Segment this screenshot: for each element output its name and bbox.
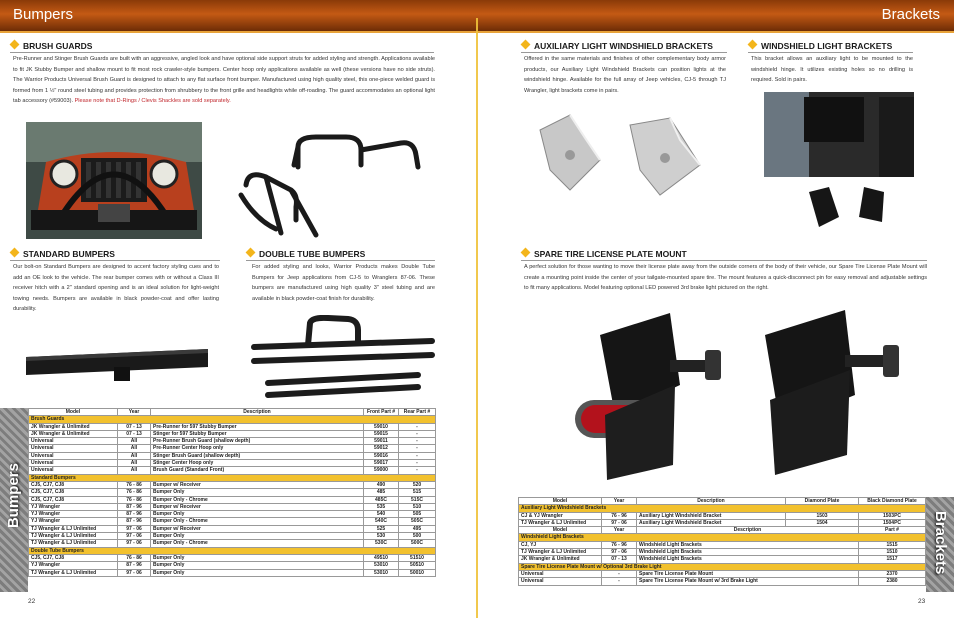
table-row xyxy=(29,452,436,459)
spare-tire-mount-image xyxy=(735,305,915,480)
table-cell: Bumper Only - Chrome xyxy=(151,540,364,547)
table-cell: 87 - 96 xyxy=(118,518,151,525)
table-cell: Bumper Only - Chrome xyxy=(151,496,364,503)
table-cell: 76 - 86 xyxy=(118,481,151,488)
table-cell: Bumper Only xyxy=(151,569,364,576)
table-row xyxy=(29,533,436,540)
table-row xyxy=(29,467,436,474)
table-cell: 87 - 96 xyxy=(118,562,151,569)
aux-light-text: Offered in the same materials and finishes of other complementary body armor products, our Auxiliary Light Windshield Brackets can position lights at the windshield hinge. Available for the full array of Jeep vehicles, CJ-5 through TJ Wrangler, light brackets come in pairs. xyxy=(524,56,726,94)
table-row xyxy=(29,423,436,430)
table-cell: - xyxy=(399,445,436,452)
standard-bumpers-text: Our bolt-on Standard Bumpers are designed to accent factory styling cues and to add an OE look to the vehicle. The rear bumper comes with or without a Class III receiver hitch with a 2" standard opening and is an ideal solution for light-weight towing needs. Bumpers are available in black powder-coat and offer lasting durability. xyxy=(13,264,219,313)
table-cell: 49510 xyxy=(364,554,399,561)
page-number-left: 22 xyxy=(28,598,36,605)
brackets-side-tab-label: Brackets xyxy=(932,511,949,575)
table-cell: 540C xyxy=(364,518,399,525)
standard-bumper-image xyxy=(22,345,212,385)
table-cell: Bumper w/ Receiver xyxy=(151,525,364,532)
table-cell: Bumper w/ Receiver xyxy=(151,481,364,488)
col-year: Year xyxy=(602,498,637,505)
table-cell: Bumper Only xyxy=(151,511,364,518)
table-cell: 505C xyxy=(399,518,436,525)
table-cell: YJ Wrangler xyxy=(29,511,118,518)
section-title-brush-guards: BRUSH GUARDS xyxy=(10,41,434,53)
table-cell: Bumper w/ Receiver xyxy=(151,503,364,510)
table-cell: Universal xyxy=(29,445,118,452)
table-cell: 540 xyxy=(364,511,399,518)
section-title-windshield-light: WINDSHIELD LIGHT BRACKETS xyxy=(748,41,913,53)
table-cell: 515 xyxy=(399,489,436,496)
table-row xyxy=(29,445,436,452)
table-cell: 530 xyxy=(364,533,399,540)
table-cell: Universal xyxy=(29,438,118,445)
table-cell: 76 - 86 xyxy=(118,496,151,503)
table-cell: 59017 xyxy=(364,460,399,467)
table-cell: 59012 xyxy=(364,445,399,452)
right-page-title: Brackets xyxy=(881,6,940,23)
table-cell: - xyxy=(399,452,436,459)
table-cell: TJ Wrangler & LJ Unlimited xyxy=(29,533,118,540)
table-cell: TJ Wrangler & LJ Unlimited xyxy=(29,569,118,576)
table-cell: Brush Guard (Standard Front) xyxy=(151,467,364,474)
table-cell: All xyxy=(118,467,151,474)
table-cell: - xyxy=(399,467,436,474)
table-cell: - xyxy=(399,460,436,467)
brush-guard-product-image xyxy=(236,125,446,240)
table-cell: 97 - 06 xyxy=(118,533,151,540)
table-row: JK Wrangler & Unlimited 07 - 13 Windshield Light Brackets 1517 xyxy=(519,556,926,563)
table-row xyxy=(29,496,436,503)
col-front-part: Front Part # xyxy=(364,409,399,416)
table-cell: 07 - 13 xyxy=(118,430,151,437)
table-cell: Stinger for 597 Stubby Bumper xyxy=(151,430,364,437)
table-row xyxy=(29,540,436,547)
col-description: Description xyxy=(637,498,786,505)
table-cell: 59000 xyxy=(364,467,399,474)
col-model: Model xyxy=(29,409,118,416)
double-tube-bumper-image xyxy=(248,315,438,405)
bumpers-side-tab-label: Bumpers xyxy=(5,463,22,529)
table-cell: TJ Wrangler & LJ Unlimited xyxy=(29,540,118,547)
table-cell: 97 - 06 xyxy=(118,569,151,576)
table-cell: CJ5, CJ7, CJ8 xyxy=(29,489,118,496)
table-cell: 87 - 96 xyxy=(118,503,151,510)
table-row: Universal - Spare Tire License Plate Mount w/ 3rd Brake Light 2380 xyxy=(519,578,926,585)
left-page-title: Bumpers xyxy=(13,6,74,23)
table-row xyxy=(29,460,436,467)
table-row xyxy=(29,489,436,496)
table-cell: 525 xyxy=(364,525,399,532)
table-row xyxy=(29,518,436,525)
table-cell: 50010 xyxy=(399,569,436,576)
table-row xyxy=(29,438,436,445)
section-title-spare-tire: SPARE TIRE LICENSE PLATE MOUNT xyxy=(521,249,927,261)
table-cell: Pre-Runner for 597 Stubby Bumper xyxy=(151,423,364,430)
table-cell: TJ Wrangler & LJ Unlimited xyxy=(29,525,118,532)
table-cell: JK Wrangler & Unlimited xyxy=(29,430,118,437)
aux-light-bracket-image xyxy=(530,110,720,200)
table-group-header: Standard Bumpers xyxy=(29,474,436,481)
table-cell: 53010 xyxy=(364,569,399,576)
table-cell: All xyxy=(118,460,151,467)
table-group-header: Brush Guards xyxy=(29,416,436,423)
group-spare-tire: Spare Tire License Plate Mount w/ Optional 3rd Brake Light xyxy=(519,563,926,570)
table-row xyxy=(29,503,436,510)
table-cell: 485C xyxy=(364,496,399,503)
table-cell: 500C xyxy=(399,540,436,547)
table-cell: 530C xyxy=(364,540,399,547)
table-cell: 97 - 06 xyxy=(118,525,151,532)
table-cell: 510 xyxy=(399,503,436,510)
table-cell: 495 xyxy=(399,525,436,532)
table-cell: 505 xyxy=(399,511,436,518)
table-cell: Universal xyxy=(29,467,118,474)
table-cell: Bumper Only xyxy=(151,554,364,561)
gutter-line xyxy=(476,18,478,618)
brush-guards-note: Please note that D-Rings / Clevis Shackles are sold separately. xyxy=(74,98,231,105)
table-cell: 07 - 13 xyxy=(118,423,151,430)
table-cell: 87 - 96 xyxy=(118,511,151,518)
table-cell: Bumper Only xyxy=(151,533,364,540)
group-aux-light: Auxiliary Light Windshield Brackets xyxy=(519,505,926,512)
double-tube-text: For added styling and looks, Warrior Products makes Double Tube Bumpers for Jeep applications from CJ-5 to Wranglers 87-06. These bumpers are manufactured using high quality 3" steel tubing and are available in black powder-coat finish for durability. xyxy=(252,264,435,302)
col-description: Description xyxy=(151,409,364,416)
table-cell: 59016 xyxy=(364,452,399,459)
table-row xyxy=(29,511,436,518)
table-row: Universal - Spare Tire License Plate Mount 2370 xyxy=(519,570,926,577)
table-cell: Bumper Only xyxy=(151,562,364,569)
table-cell: YJ Wrangler xyxy=(29,518,118,525)
table-row: TJ Wrangler & LJ Unlimited 97 - 06 Auxiliary Light Windshield Bracket 1504 1504PC xyxy=(519,519,926,526)
table-cell: CJ5, CJ7, CJ8 xyxy=(29,481,118,488)
bracket-parts-table: Model Year Description Diamond Plate Black Diamond Plate Auxiliary Light Windshield Brackets CJ & YJ Wrangler 76 - 96 Auxiliary Light Windshield Bracket 1503 1503PC TJ Wrangler & LJ Unlimited 97 - 06 Auxiliary Light Windshield Bracket 1504 1504PC Model Year Description Part # Windshield Light Brackets CJ, YJ 76 - 96 Windshield Light Brackets 1515 TJ Wrangler & LJ Unlimited 97 - 06 Windshield Light Brackets 1510 JK Wrangler & Unlimited 07 - 13 Windshield Light Brackets 1517 Spare Tire License Plate Mount w/ Optional 3rd Brake Light Universal - Spare Tire License Plate Mount 2370 Universal - Spare Tire License Plate Mount w/ 3rd Brake Light 2380 xyxy=(518,497,926,586)
windshield-light-bracket-image xyxy=(764,92,914,242)
table-cell: CJ5, CJ7, CJ8 xyxy=(29,554,118,561)
jeep-brush-guard-photo xyxy=(26,122,202,239)
table-cell: CJ5, CJ7, CJ8 xyxy=(29,496,118,503)
table-cell: 51510 xyxy=(399,554,436,561)
table-row: TJ Wrangler & LJ Unlimited 97 - 06 Windshield Light Brackets 1510 xyxy=(519,549,926,556)
col-diamond-plate: Diamond Plate xyxy=(786,498,859,505)
spare-tire-text: A perfect solution for those wanting to move their license plate away from the outside corners of the body of their vehicle, our Spare Tire License Plate Mount will create a mounting point inside the center of your tailgate-mounted spare tire. The mount features a quick-disconnect pin for easy removal and adjustable settings to fit many applications. Model featuring optional LED powered 3rd brake light pictured on the right. xyxy=(524,264,927,292)
table-row xyxy=(29,554,436,561)
windshield-light-text: This bracket allows an auxiliary light to be mounted to the windshield hinge. It utilizes existing holes so no drilling is required. Sold in pairs. xyxy=(751,56,913,84)
table-cell: 515C xyxy=(399,496,436,503)
table-row xyxy=(29,430,436,437)
table-cell: 76 - 86 xyxy=(118,489,151,496)
table-cell: 53010 xyxy=(364,562,399,569)
table-row xyxy=(29,569,436,576)
table-row xyxy=(29,525,436,532)
table-cell: Universal xyxy=(29,460,118,467)
table-cell: 59011 xyxy=(364,438,399,445)
section-title-double-tube: DOUBLE TUBE BUMPERS xyxy=(246,249,435,261)
table-cell: 535 xyxy=(364,503,399,510)
table-cell: JK Wrangler & Unlimited xyxy=(29,423,118,430)
col-model: Model xyxy=(519,498,602,505)
col-year: Year xyxy=(118,409,151,416)
section-title-aux-light: AUXILIARY LIGHT WINDSHIELD BRACKETS xyxy=(521,41,727,53)
col-rear-part: Rear Part # xyxy=(399,409,436,416)
table-cell: All xyxy=(118,445,151,452)
table-cell: YJ Wrangler xyxy=(29,503,118,510)
spare-tire-mount-brake-light-image xyxy=(545,305,725,490)
section-title-standard-bumpers: STANDARD BUMPERS xyxy=(10,249,220,261)
page-number-right: 23 xyxy=(918,598,926,605)
table-cell: 500 xyxy=(399,533,436,540)
table-cell: Stinger Center Hoop only xyxy=(151,460,364,467)
group-windshield-light: Windshield Light Brackets xyxy=(519,534,926,541)
table-group-header: Double Tube Bumpers xyxy=(29,547,436,554)
table-cell: Bumper Only xyxy=(151,489,364,496)
bumpers-side-tab xyxy=(0,408,28,592)
table-cell: 76 - 86 xyxy=(118,554,151,561)
brush-guards-text: Pre-Runner and Stinger Brush Guards are built with an aggressive, angled look and have optional side support struts for added styling and strength. Applications available to fit JK Stubby Bumper and shallow mount to fit most rock crawler-style bumpers. Center hoop only applications available as well (these versions have no side struts). The Warrior Products Universal Brush Guard is designed to attach to any flat surface front bumper. Manufactured using high quality steel, this one-piece welded guard is formed from 1 ½" round steel tubing and provides protection from shrubbery to the front grille and headlights while off-roading. The guard accommodates an optional light tab accessory (#59003). Please note that D-Rings / Clevis Shackles are sold separately. xyxy=(13,56,435,105)
table-cell: 490 xyxy=(364,481,399,488)
table-cell: Bumper Only - Chrome xyxy=(151,518,364,525)
table-cell: All xyxy=(118,452,151,459)
table-cell: 485 xyxy=(364,489,399,496)
table-cell: - xyxy=(399,423,436,430)
table-row: CJ & YJ Wrangler 76 - 96 Auxiliary Light Windshield Bracket 1503 1503PC xyxy=(519,512,926,519)
table-row xyxy=(29,562,436,569)
table-cell: All xyxy=(118,438,151,445)
table-cell: 59010 xyxy=(364,423,399,430)
table-cell: - xyxy=(399,430,436,437)
table-row xyxy=(29,481,436,488)
table-cell: - xyxy=(399,438,436,445)
brackets-side-tab xyxy=(926,497,954,592)
table-cell: Pre-Runner Brush Guard (shallow depth) xyxy=(151,438,364,445)
bumper-parts-table xyxy=(28,408,436,577)
table-cell: 59015 xyxy=(364,430,399,437)
table-row: CJ, YJ 76 - 96 Windshield Light Brackets 1515 xyxy=(519,541,926,548)
table-cell: Pre-Runner Center Hoop only xyxy=(151,445,364,452)
table-cell: Universal xyxy=(29,452,118,459)
table-cell: 50510 xyxy=(399,562,436,569)
table-cell: 97 - 06 xyxy=(118,540,151,547)
page-header xyxy=(0,0,954,33)
table-cell: 520 xyxy=(399,481,436,488)
table-cell: Stinger Brush Guard (shallow depth) xyxy=(151,452,364,459)
col-black-diamond-plate: Black Diamond Plate xyxy=(859,498,926,505)
table-cell: YJ Wrangler xyxy=(29,562,118,569)
